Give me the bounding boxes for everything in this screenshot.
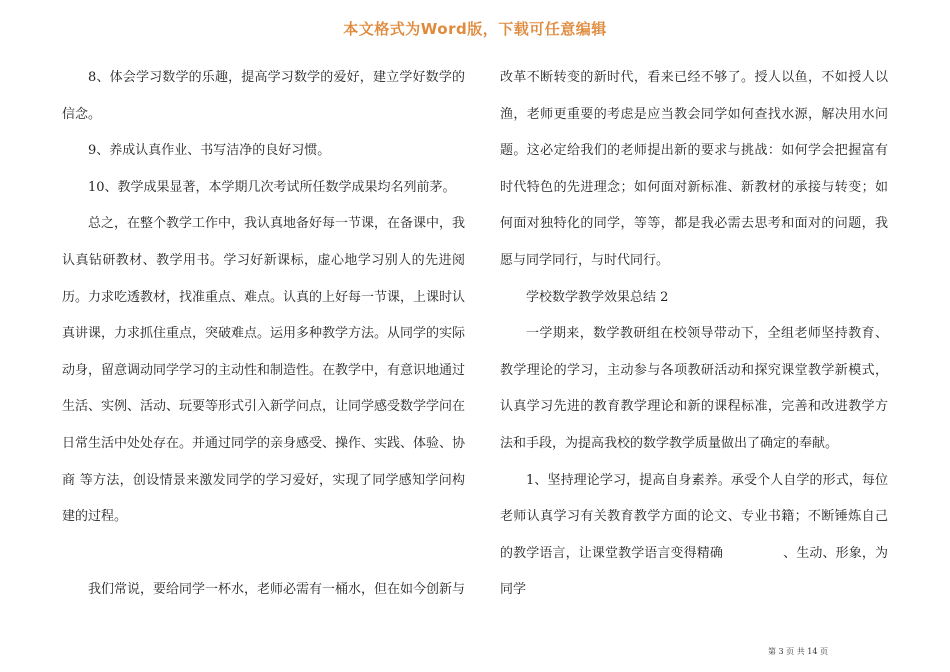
paragraph-item-8: 8、体会学习数学的乐趣，提高学习数学的爱好，建立学好数学的信念。 [62, 70, 465, 122]
paragraph-closing-end: 改革不断转变的新时代，看来已经不够了。授人以鱼，不如授人以渔，老师更重要的考虑是应当教会同学如何查找水源，解决用水问题。这必定给我们的老师提出新的要求与挑战：如何学会把握富有时代特色的先进理念；如何面对新标准、新教材的承接与转变；如何面对独特化的同学，等等，都是我必需去思考和面对的问题，我愿与同学同行，与时代同行。 [500, 70, 888, 268]
section-title: 学校数学教学效果总结 2 [526, 289, 669, 305]
paragraph-point-1 [500, 463, 888, 609]
paragraph-summary: 总之，在整个教学工作中，我认真地备好每一节课，在备课中，我认真钻研教材、教学用书。学习好新课标，虚心地学习别人的先进阅历。力求吃透教材，找准重点、难点。认真的上好每一节课，上课时认真讲课，力求抓住重点，突破难点。运用多种教学方法。从同学的实际动身，留意调动同学学习的主动性和制造性。在教学中，有意识地通过生活、实例、活动、玩要等形式引入新学问点，让同学感受数学学问在日常生活中处处存在。并通过同学的亲身感受、操作、实践、体验、协商 等方法，创设情景来激发同学的学习爱好，实现了同学感知学问构建的过程。 [62, 216, 466, 525]
right-column [500, 60, 888, 609]
left-column [62, 60, 465, 609]
paragraph-item-10: 10、教学成果显著，本学期几次考试所任数学成果均名列前茅。 [88, 179, 456, 195]
paragraph-closing-start: 我们常说，要给同学一杯水，老师必需有一桶水，但在如今创新与 [88, 582, 466, 598]
paragraph-intro: 一学期来，数学教研组在校领导带动下，全组老师坚持教育、教学理论的学习，主动参与各项教研活动和探究课堂教学新模式，认真学习先进的教育教学理论和新的课程标准，完善和改进教学方法和手段，为提高我校的数学教学质量做出了确定的奉献。 [500, 326, 888, 451]
point-1-text-a: 1、坚持理论学习，提高自身素养。承受个人自学的形式，每位老师认真学习有关教育教学方面的论文、专业书籍；不断锤炼自己的教学语言，让课堂教学语言变得精确 [500, 472, 888, 561]
page-footer: 第 3 页 共 14 页 [768, 647, 828, 656]
point-1-text-b: 、生动、形象，为同学 [500, 545, 888, 598]
paragraph-item-9: 9、养成认真作业、书写洁净的良好习惯。 [88, 143, 331, 159]
format-banner: 本文格式为Word版，下载可任意编辑 [343, 20, 607, 38]
